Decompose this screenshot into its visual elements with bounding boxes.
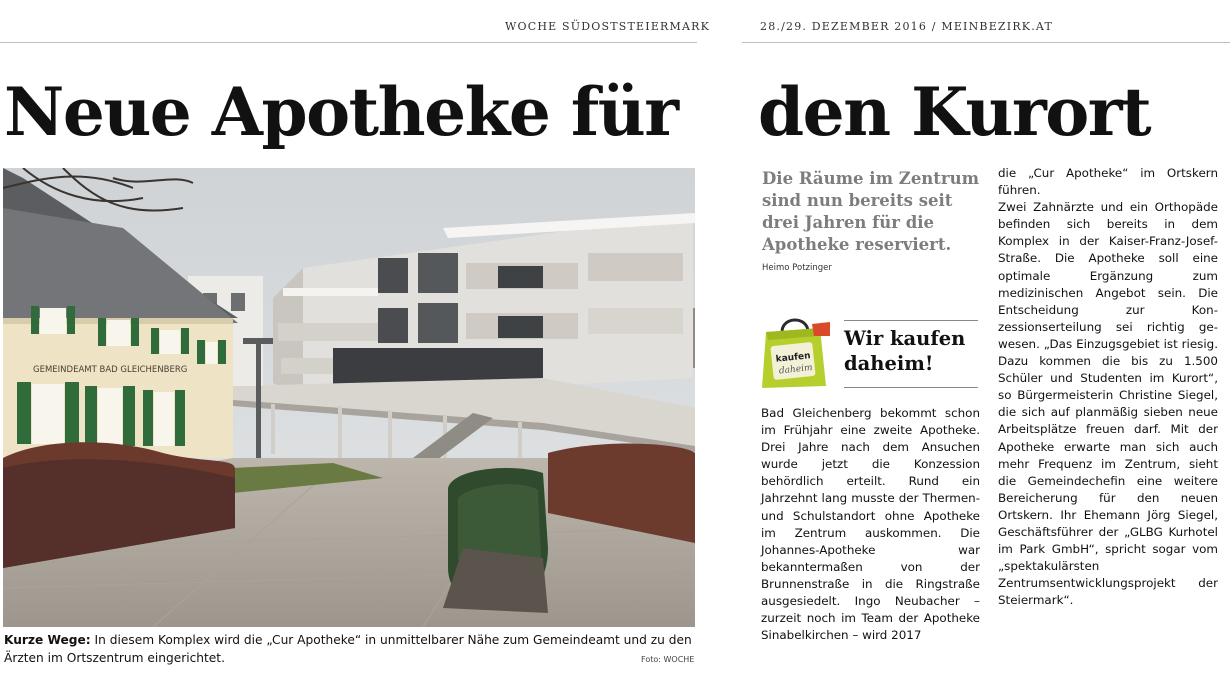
bag-word-1: kaufen bbox=[775, 351, 812, 365]
header-divider-left bbox=[0, 42, 697, 43]
pull-quote: Die Räume im Zentrum sind nun bereits seit drei Jahren für die Apotheke reserviert. bbox=[762, 169, 980, 254]
photo-caption bbox=[4, 631, 696, 667]
bag-word-2: daheim bbox=[778, 363, 814, 377]
promo-divider-top bbox=[844, 320, 978, 321]
caption-text: In diesem Komplex wird die „Cur Apotheke“ in unmittelbarer Nähe zum Gemeindeamt und zu den Ärzten im Ortszentrum eingerichtet. bbox=[4, 633, 692, 665]
promo-divider-bottom bbox=[844, 387, 978, 388]
article-column-2 bbox=[998, 165, 1218, 609]
issue-date: 28./29. DEZEMBER 2016 / MEINBEZIRK.AT bbox=[760, 20, 1054, 33]
article-photo bbox=[3, 168, 695, 627]
caption-lead: Kurze Wege: bbox=[4, 633, 91, 647]
headline-left: Neue Apotheke für bbox=[4, 73, 678, 151]
photo-credit: Foto: WOCHE bbox=[641, 655, 695, 664]
article-paragraph: Bad Gleichenberg bekommt schon im Frühjahr eine zweite Apotheke. Drei Jahre nach dem Ansuchen wurde jetzt die Konzession behördlich erteilt. Rund ein Jahrzehnt lang musste der Thermen- und Schulstandort ohne Apotheke im Zentrum auskommen. Die Johannes-Apotheke war bekanntermaßen von der Brunnenstraße in die Ringstraße ausgesiedelt. Ingo Neubacher – zurzeit noch im Team der Apotheke Sinabelkirchen – wird 2017 bbox=[761, 406, 980, 643]
building-sign: GEMEINDEAMT BAD GLEICHENBERG bbox=[33, 365, 188, 375]
publication-name: WOCHE SÜDOSTSTEIERMARK bbox=[505, 20, 711, 33]
promo-title bbox=[844, 326, 965, 376]
promo-title-line1: Wir kaufen bbox=[844, 327, 966, 350]
quote-author: Heimo Potzinger bbox=[762, 263, 832, 273]
shopping-bag-icon bbox=[760, 310, 832, 390]
promo-title-line2: daheim! bbox=[844, 352, 934, 375]
headline-right: den Kurort bbox=[758, 73, 1151, 151]
header-divider-right bbox=[742, 42, 1230, 43]
article-column-1 bbox=[761, 405, 980, 644]
article-paragraph: Zwei Zahnärzte und ein Orthopäde befinden sich bereits in dem Komplex in der Kaiser-Franz-Josef-Straße. Die Apotheke soll eine optimale Ergänzung zum medizinischen Angebot sein. Die Entscheidung zur Konzessionserteilung sei richtig gewesen. „Das Einzugsgebiet ist riesig. Dazu kommen die bis zu 1.500 Schüler und Studenten im Kurort“, so Bürgermeisterin Christine Siegel, die sich auf planmäßig sieben neue Arbeitsplätze freuen darf. Mit der Apotheke erwarte man sich auch mehr Frequenz im Zentrum, sieht die Gemeindechefin eine weitere Bereicherung für den neuen Ortskern. Ihr Ehemann Jörg Siegel, Geschäftsführer der „GLBG Kurhotel im Park GmbH“, spricht sogar vom „spektakulärsten Zentrumsentwicklungsprojekt der Steiermark“. bbox=[998, 200, 1218, 608]
promo-box bbox=[760, 310, 980, 390]
article-paragraph: die „Cur Apotheke“ im Ortskern führen. bbox=[998, 166, 1218, 198]
